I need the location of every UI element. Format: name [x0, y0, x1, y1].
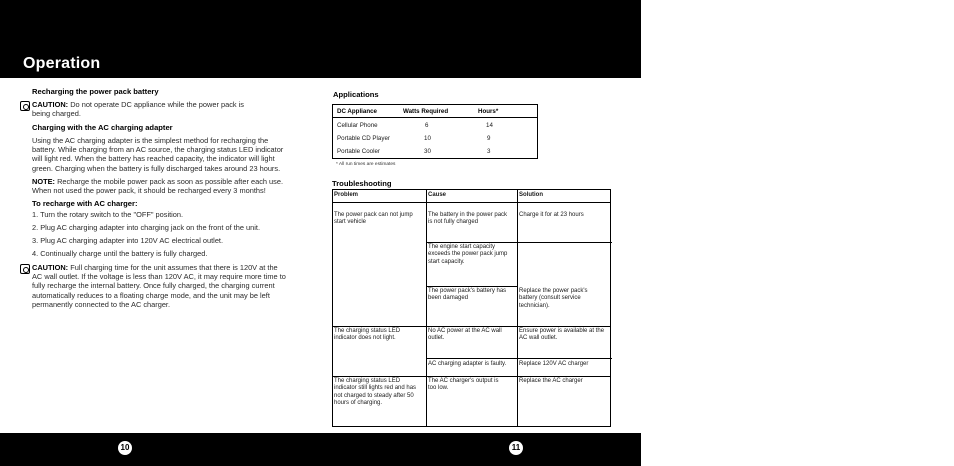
table-cell: Portable CD Player — [337, 135, 390, 142]
table-cell — [428, 212, 507, 227]
table-cell — [428, 378, 499, 393]
cell-line: not charged to steady after 50 — [334, 392, 414, 399]
cell-line: The AC charger's output is — [428, 378, 499, 384]
column-header: Hours* — [478, 108, 499, 115]
to-recharge-heading: To recharge with AC charger: — [32, 199, 138, 208]
table-cell — [334, 212, 413, 227]
caution-text: Full charging time for the unit assumes that there is 120V at the — [70, 263, 278, 272]
caution-icon — [20, 101, 30, 111]
cell-line: The power pack can not jump — [334, 212, 413, 218]
cell-line: The battery in the power pack — [428, 212, 508, 218]
table-cell: 3 — [487, 148, 491, 155]
paragraph-line: will light red. When the battery has reached capacity, the indicator will light — [32, 154, 275, 164]
note-block — [32, 177, 308, 195]
page-number-left: 10 — [118, 441, 132, 455]
caution-text: permanently connected to the AC charger. — [32, 299, 171, 309]
cell-line: Replace the power pack's — [519, 288, 588, 294]
table-cell — [334, 378, 416, 408]
cell-line: too low. — [428, 385, 449, 392]
caution-icon — [20, 264, 30, 274]
table-cell — [334, 328, 400, 343]
troubleshooting-table — [332, 189, 611, 427]
column-header: Solution — [519, 192, 543, 198]
column-header: Watts Required — [403, 108, 449, 115]
table-cell — [428, 244, 507, 266]
column-divider — [426, 190, 427, 426]
row-divider — [333, 202, 610, 203]
cell-line: Replace 120V AC charger — [519, 361, 589, 367]
row-divider — [426, 286, 517, 287]
table-cell — [428, 361, 506, 368]
table-cell — [519, 328, 604, 343]
page-title-operation: Operation — [23, 55, 101, 72]
caution-label: CAUTION: — [32, 263, 69, 272]
row-divider — [333, 326, 610, 327]
step-item: 1. Turn the rotary switch to the "OFF" position. — [32, 210, 184, 219]
cell-line: No AC power at the AC wall — [428, 328, 502, 334]
cell-line: The engine start capacity — [428, 244, 496, 250]
note-text: When not used the power pack, it should be recharged every 3 months! — [32, 186, 266, 196]
caution-text: AC wall outlet. If the voltage is less than 120V AC, it may require more time to — [32, 272, 286, 282]
cell-line: start capacity. — [428, 258, 465, 265]
note-text: Recharge the mobile power pack as soon as possible after each use. — [57, 177, 284, 186]
table-cell: Cellular Phone — [337, 122, 378, 129]
row-divider — [333, 376, 610, 377]
troubleshooting-heading: Troubleshooting — [332, 179, 392, 188]
table-cell — [428, 288, 506, 303]
caution-text: being charged. — [32, 109, 81, 119]
step-item: 2. Plug AC charging adapter into charging jack on the front of the unit. — [32, 223, 261, 232]
caution-block-1 — [32, 100, 308, 118]
paragraph-line: Using the AC charging adapter is the simplest method for recharging the — [32, 136, 269, 145]
table-cell: 14 — [486, 122, 493, 129]
title-line-1: Applications & — [812, 42, 925, 59]
ac-charging-heading: Charging with the AC charging adapter — [32, 123, 173, 132]
table-cell: 30 — [424, 148, 431, 155]
row-divider — [426, 358, 612, 359]
paragraph-line: green. Charging when the battery is fully discharged takes around 23 hours. — [32, 163, 281, 173]
column-header: Problem — [334, 192, 359, 198]
cell-line: exceeds the power pack jump — [428, 251, 508, 258]
note-label: NOTE: — [32, 177, 55, 186]
table-cell: 6 — [425, 122, 429, 129]
caution-text: fully recharge the internal battery. Once fully charged, the charging current — [32, 281, 275, 291]
cell-line: AC charging adapter is faulty. — [428, 361, 507, 367]
applications-heading: Applications — [333, 90, 379, 99]
row-divider — [426, 242, 612, 243]
cell-line: The power pack's battery has — [428, 288, 507, 294]
ac-charging-paragraph — [32, 136, 308, 173]
footnote: * All run times are estimates — [336, 162, 396, 167]
cell-line: battery (consult service — [519, 295, 581, 302]
cell-line: start vehicle — [334, 219, 367, 226]
table-cell: 10 — [424, 135, 431, 142]
table-cell: Portable Cooler — [337, 148, 380, 155]
title-line-2: Troubleshooting — [805, 59, 931, 76]
cell-line: The charging status LED — [334, 328, 401, 334]
caution-label: CAUTION: — [32, 100, 69, 109]
recharging-heading: Recharging the power pack battery — [32, 87, 159, 96]
cell-line: outlet. — [428, 335, 445, 342]
applications-table — [332, 104, 538, 159]
page-title-applications — [806, 42, 931, 76]
cell-line: indicator does not light. — [334, 335, 396, 342]
column-divider — [517, 190, 518, 426]
table-cell — [519, 288, 588, 310]
cell-line: hours of charging. — [334, 400, 383, 407]
caution-block-2 — [32, 263, 308, 309]
cell-line: technician). — [519, 302, 550, 309]
cell-line: Charge it for at 23 hours — [519, 212, 584, 218]
table-cell — [428, 328, 502, 343]
table-cell: 9 — [487, 135, 491, 142]
column-header: Cause — [428, 192, 447, 198]
cell-line: indicator still lights red and has — [334, 385, 417, 392]
cell-line: The charging status LED — [334, 378, 401, 384]
page-number-right: 11 — [509, 441, 523, 455]
cell-line: been damaged — [428, 295, 469, 302]
step-item: 3. Plug AC charging adapter into 120V AC electrical outlet. — [32, 236, 224, 245]
paragraph-line: battery. While charging from an AC source, the charging status LED indicator — [32, 145, 284, 155]
table-cell — [519, 378, 583, 385]
caution-text: automatically reduces to a floating charge mode, and the unit may be left — [32, 290, 270, 300]
table-cell — [519, 361, 588, 368]
table-cell — [519, 212, 584, 219]
cell-line: is not fully charged — [428, 219, 479, 226]
cell-line: Ensure power is available at the — [519, 328, 605, 334]
cell-line: AC wall outlet. — [519, 335, 558, 342]
footer-band — [0, 433, 641, 466]
cell-line: Replace the AC charger — [519, 378, 583, 384]
column-header: DC Appliance — [337, 108, 377, 115]
caution-text: Do not operate DC appliance while the power pack is — [70, 100, 244, 109]
step-item: 4. Continually charge until the battery is fully charged. — [32, 249, 208, 258]
